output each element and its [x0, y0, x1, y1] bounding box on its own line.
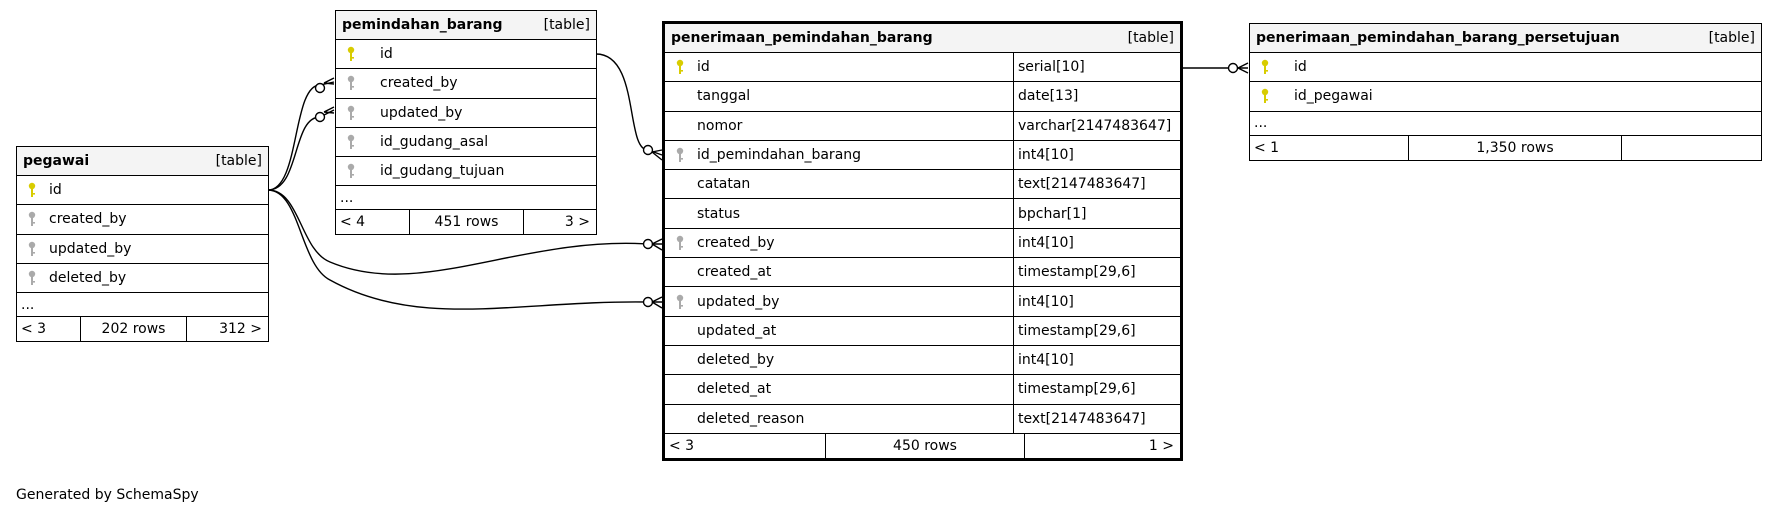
table-name: penerimaan_pemindahan_barang_persetujuan	[1256, 30, 1620, 46]
column-type: int4[10]	[1013, 229, 1180, 257]
foreign-key-icon	[21, 270, 43, 286]
column-name: updated_by	[380, 104, 463, 121]
column-name: id_pegawai	[1294, 88, 1373, 105]
table-header	[336, 11, 596, 40]
foreign-key-icon	[669, 235, 691, 251]
column-row[interactable]	[665, 141, 1180, 170]
column-type: timestamp[29,6]	[1013, 317, 1180, 345]
table-pegawai[interactable]	[16, 146, 269, 342]
table-type-label: [table]	[543, 17, 590, 33]
column-name: id	[697, 59, 710, 76]
table-penerimaan-pemindahan-barang-persetujuan[interactable]	[1249, 23, 1762, 161]
column-name: id	[1294, 59, 1307, 76]
column-type: date[13]	[1013, 82, 1180, 110]
column-type: text[2147483647]	[1013, 405, 1180, 433]
foreign-key-icon	[340, 134, 362, 150]
table-footer	[1250, 136, 1761, 160]
column-name: deleted_by	[697, 352, 775, 369]
column-name: catatan	[697, 176, 751, 193]
primary-key-icon	[340, 46, 362, 62]
column-row[interactable]	[336, 69, 596, 98]
column-type: int4[10]	[1013, 141, 1180, 169]
foreign-key-icon	[340, 105, 362, 121]
column-row[interactable]	[665, 287, 1180, 316]
foreign-key-icon	[340, 163, 362, 179]
column-row[interactable]	[1250, 53, 1761, 82]
column-row[interactable]	[665, 317, 1180, 346]
column-name: id	[49, 182, 62, 199]
table-header	[665, 24, 1180, 53]
column-row[interactable]	[1250, 82, 1761, 111]
column-name: id_gudang_asal	[380, 134, 489, 151]
column-row[interactable]	[17, 264, 268, 293]
column-name: created_by	[380, 75, 458, 92]
row-count: 1,350 rows	[1409, 136, 1622, 160]
primary-key-icon	[1254, 59, 1276, 75]
table-type-label: [table]	[215, 153, 262, 169]
primary-key-icon	[21, 182, 43, 198]
column-row[interactable]	[17, 235, 268, 264]
column-row[interactable]	[665, 112, 1180, 141]
primary-key-icon	[669, 59, 691, 75]
column-type: int4[10]	[1013, 346, 1180, 374]
column-name: id	[380, 46, 393, 63]
table-pemindahan-barang[interactable]	[335, 10, 597, 235]
column-name: deleted_reason	[697, 410, 805, 427]
column-row[interactable]	[17, 176, 268, 205]
row-count: 202 rows	[81, 317, 187, 341]
column-type: int4[10]	[1013, 287, 1180, 315]
column-type: bpchar[1]	[1013, 199, 1180, 227]
column-name: updated_by	[49, 240, 132, 257]
children-link[interactable]: 1 >	[1148, 437, 1174, 454]
parents-link[interactable]: < 3	[17, 317, 81, 341]
table-footer	[17, 317, 268, 341]
foreign-key-icon	[669, 147, 691, 163]
column-name: updated_at	[697, 322, 777, 339]
column-row[interactable]	[336, 99, 596, 128]
column-row[interactable]	[665, 53, 1180, 82]
foreign-key-icon	[669, 294, 691, 310]
column-row[interactable]	[665, 346, 1180, 375]
more-columns-ellipsis: ...	[336, 186, 596, 210]
table-penerimaan-pemindahan-barang[interactable]	[662, 21, 1183, 461]
edge-pegawai-pemindahan-updated-by	[268, 110, 334, 190]
column-row[interactable]	[336, 157, 596, 186]
column-row[interactable]	[336, 128, 596, 157]
table-header	[1250, 24, 1761, 53]
column-name: id_pemindahan_barang	[697, 147, 862, 164]
column-name: created_at	[697, 264, 772, 281]
generated-by-credit: Generated by SchemaSpy	[16, 487, 199, 503]
column-name: status	[697, 205, 741, 222]
column-row[interactable]	[665, 170, 1180, 199]
children-link[interactable]	[1622, 136, 1761, 160]
table-name: pemindahan_barang	[342, 17, 503, 33]
table-header	[17, 147, 268, 176]
column-row[interactable]	[336, 40, 596, 69]
column-type: timestamp[29,6]	[1013, 375, 1180, 403]
column-row[interactable]	[17, 205, 268, 234]
column-row[interactable]	[665, 229, 1180, 258]
column-name: tanggal	[697, 88, 751, 105]
parents-link[interactable]: < 3	[665, 434, 826, 458]
column-row[interactable]	[665, 82, 1180, 111]
column-row[interactable]	[665, 375, 1180, 404]
table-name: pegawai	[23, 153, 90, 169]
parents-link[interactable]: < 4	[336, 210, 410, 234]
primary-key-icon	[1254, 88, 1276, 104]
column-name: created_by	[49, 211, 127, 228]
column-row[interactable]	[665, 199, 1180, 228]
column-row[interactable]	[665, 405, 1180, 434]
column-type: text[2147483647]	[1013, 170, 1180, 198]
table-footer	[336, 210, 596, 234]
column-name: created_by	[697, 234, 775, 251]
column-name: updated_by	[697, 293, 780, 310]
column-type: serial[10]	[1013, 53, 1180, 81]
table-footer	[665, 434, 1180, 458]
row-count: 451 rows	[410, 210, 524, 234]
column-name: deleted_at	[697, 381, 772, 398]
table-type-label: [table]	[1708, 30, 1755, 46]
column-name: nomor	[697, 117, 743, 134]
column-row[interactable]	[665, 258, 1180, 287]
column-name: id_gudang_tujuan	[380, 163, 505, 180]
more-columns-ellipsis: ...	[1250, 112, 1761, 136]
column-name: deleted_by	[49, 270, 127, 287]
foreign-key-icon	[21, 211, 43, 227]
edge-pemindahan-penerimaan-id	[596, 54, 662, 155]
foreign-key-icon	[340, 75, 362, 91]
column-type: varchar[2147483647]	[1013, 112, 1180, 140]
row-count: 450 rows	[826, 434, 1025, 458]
foreign-key-icon	[21, 241, 43, 257]
children-link[interactable]: 312 >	[219, 321, 262, 338]
table-type-label: [table]	[1127, 30, 1174, 46]
children-link[interactable]: 3 >	[564, 214, 590, 231]
more-columns-ellipsis: ...	[17, 293, 268, 317]
column-type: timestamp[29,6]	[1013, 258, 1180, 286]
table-name: penerimaan_pemindahan_barang	[671, 30, 933, 46]
parents-link[interactable]: < 1	[1250, 136, 1409, 160]
